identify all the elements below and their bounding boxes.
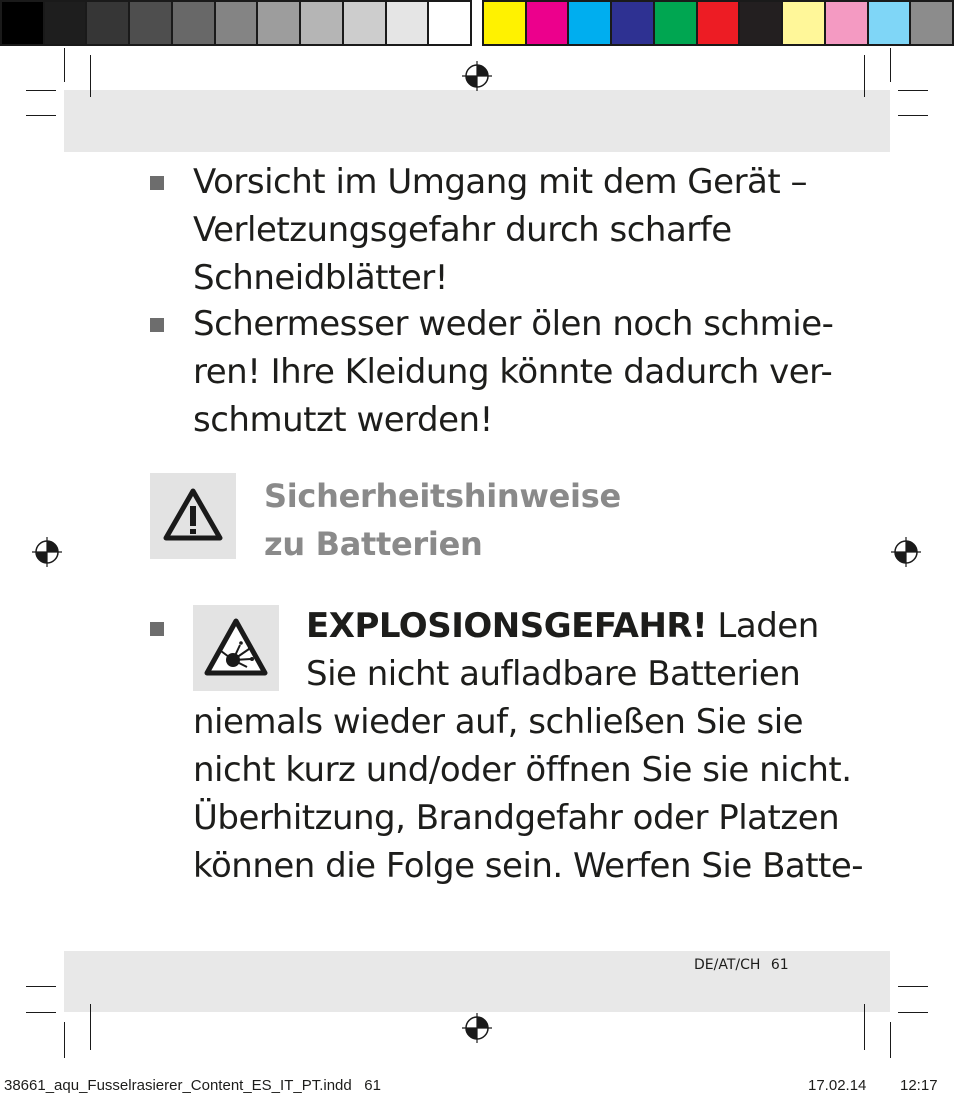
page-number: [694, 957, 789, 973]
color-swatch: [826, 2, 869, 44]
crop-mark: [26, 115, 56, 116]
crop-mark: [890, 48, 891, 82]
header-band: [64, 90, 890, 152]
crop-mark: [898, 115, 928, 116]
color-swatch: [87, 2, 130, 44]
explosion-line-2: Sie nicht aufladbare Batterien: [306, 654, 801, 694]
registration-mark-icon: [462, 1013, 492, 1043]
slug-date: 17.02.14: [808, 1077, 867, 1094]
registration-mark-icon: [891, 537, 921, 567]
page-number-value: 61: [770, 957, 789, 973]
color-swatch: [301, 2, 344, 44]
bullet-2-line-1: Schermesser weder ölen noch schmie-: [193, 304, 834, 344]
bullet-square: [150, 318, 164, 332]
explosion-line-3: niemals wieder auf, schließen Sie sie: [193, 702, 804, 742]
registration-mark-icon: [462, 61, 492, 91]
explosion-line-4: nicht kurz und/oder öffnen Sie sie nicht.: [193, 750, 852, 790]
explosion-label: EXPLOSIONSGEFAHR!: [306, 606, 708, 646]
color-swatch: [783, 2, 826, 44]
color-swatch: [344, 2, 387, 44]
color-swatch: [45, 2, 88, 44]
crop-mark: [26, 90, 56, 91]
color-swatch: [2, 2, 45, 44]
color-swatch: [429, 2, 470, 44]
section-heading-line-1: Sicherheitshinweise: [264, 477, 621, 515]
color-swatch: [740, 2, 783, 44]
crop-mark: [64, 1022, 65, 1058]
bullet-1-line-3: Schneidblätter!: [193, 258, 448, 298]
section-heading-line-2: zu Batterien: [264, 525, 483, 563]
crop-mark: [898, 1012, 928, 1013]
crop-mark: [864, 1004, 865, 1050]
color-swatch: [387, 2, 430, 44]
crop-mark: [890, 1022, 891, 1058]
crop-mark: [90, 55, 91, 97]
crop-mark: [898, 90, 928, 91]
bullet-square: [150, 622, 164, 636]
color-swatch: [911, 2, 952, 44]
color-swatch: [569, 2, 612, 44]
crop-mark: [64, 48, 65, 82]
registration-mark-icon: [32, 537, 62, 567]
warning-icon-box: [150, 473, 236, 559]
explosion-line-1: [306, 602, 819, 650]
color-swatch: [698, 2, 741, 44]
color-swatch: [173, 2, 216, 44]
color-swatch: [130, 2, 173, 44]
warning-triangle-icon: [150, 473, 236, 559]
bullet-2-line-3: schmutzt werden!: [193, 400, 493, 440]
explosion-line-5: Überhitzung, Brandgefahr oder Platzen: [193, 798, 840, 838]
crop-mark: [26, 1012, 56, 1013]
slug-time: 12:17: [900, 1077, 938, 1094]
crop-mark: [898, 986, 928, 987]
crop-mark: [864, 55, 865, 97]
bullet-square: [150, 176, 164, 190]
crop-mark: [26, 986, 56, 987]
color-swatch: [258, 2, 301, 44]
explosion-icon-box: [193, 605, 279, 691]
color-swatch: [527, 2, 570, 44]
slug-file-name: 38661_aqu_Fusselrasierer_Content_ES_IT_PT.indd 61: [4, 1077, 381, 1094]
color-swatch: [484, 2, 527, 44]
explosion-line-6: können die Folge sein. Werfen Sie Batte-: [193, 846, 864, 886]
cmyk-color-bar: [482, 0, 954, 46]
bullet-1-line-1: Vorsicht im Umgang mit dem Gerät –: [193, 162, 808, 202]
color-swatch: [216, 2, 259, 44]
explosion-hazard-icon: [193, 605, 279, 691]
crop-mark: [90, 1004, 91, 1050]
color-swatch: [655, 2, 698, 44]
bullet-1-line-2: Verletzungsgefahr durch scharfe: [193, 210, 732, 250]
color-swatch: [869, 2, 912, 44]
bullet-2-line-2: ren! Ihre Kleidung könnte dadurch ver-: [193, 352, 833, 392]
color-swatch: [612, 2, 655, 44]
grayscale-color-bar: [0, 0, 472, 46]
page-label: DE/AT/CH: [694, 957, 761, 973]
explosion-line-1-rest: Laden: [707, 606, 819, 646]
